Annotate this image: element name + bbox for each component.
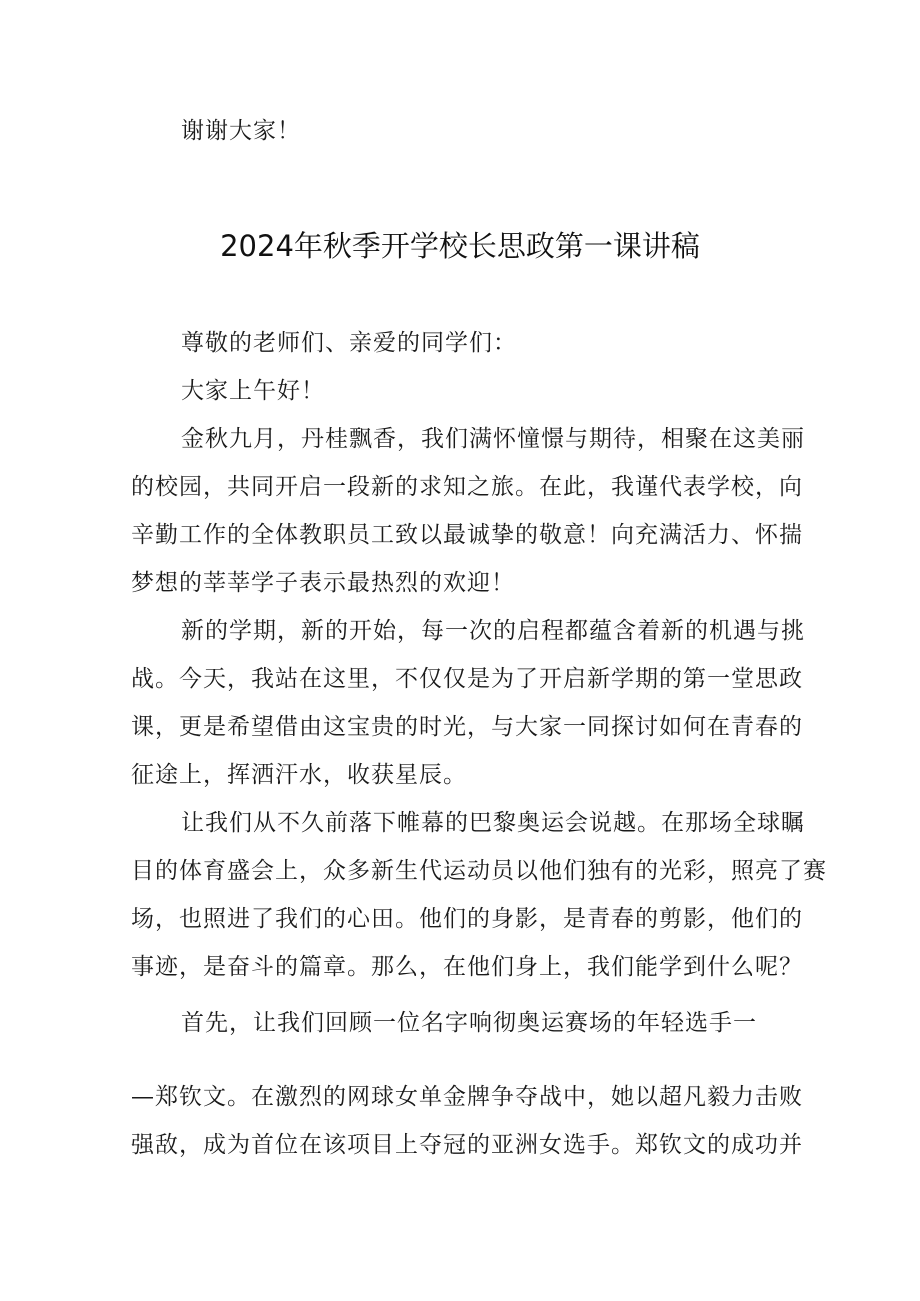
paragraph-line: 梦想的莘莘学子表示最热烈的欢迎！ — [131, 570, 515, 596]
paragraph-line: 目的体育盛会上，众多新生代运动员以他们独有的光彩，照亮了赛 — [131, 858, 827, 884]
paragraph-line: —郑钦文。在激烈的网球女单金牌争夺战中，她以超凡毅力击败 — [131, 1084, 803, 1110]
salutation: 尊敬的老师们、亲爱的同学们： — [181, 330, 517, 356]
paragraph-line: 课，更是希望借由这宝贵的时光，与大家一同探讨如何在青春的 — [131, 714, 803, 740]
paragraph-line: 强敌，成为首位在该项目上夺冠的亚洲女选手。郑钦文的成功并 — [131, 1132, 803, 1158]
greeting: 大家上午好！ — [181, 378, 325, 404]
paragraph-line: 辛勤工作的全体教职员工致以最诚挚的敬意！向充满活力、怀揣 — [131, 522, 803, 548]
paragraph-line: 事迹，是奋斗的篇章。那么，在他们身上，我们能学到什么呢？ — [131, 954, 803, 980]
paragraph-line: 征途上，挥洒汗水，收获星辰。 — [131, 762, 467, 788]
paragraph-line: 的校园，共同开启一段新的求知之旅。在此，我谨代表学校，向 — [131, 474, 803, 500]
paragraph-line: 新的学期，新的开始，每一次的启程都蕴含着新的机遇与挑 — [181, 618, 805, 644]
paragraph-line: 场，也照进了我们的心田。他们的身影，是青春的剪影，他们的 — [131, 906, 803, 932]
paragraph-line: 金秋九月，丹桂飘香，我们满怀憧憬与期待，相聚在这美丽 — [181, 426, 805, 452]
paragraph-line: 让我们从不久前落下帷幕的巴黎奥运会说越。在那场全球瞩 — [181, 810, 805, 836]
paragraph-line: 首先，让我们回顾一位名字响彻奥运赛场的年轻选手一 — [181, 1010, 757, 1036]
closing-line: 谢谢大家！ — [181, 118, 301, 144]
page-title: 2024年秋季开学校长思政第一课讲稿 — [220, 229, 700, 263]
paragraph-line: 战。今天，我站在这里，不仅仅是为了开启新学期的第一堂思政 — [131, 666, 803, 692]
